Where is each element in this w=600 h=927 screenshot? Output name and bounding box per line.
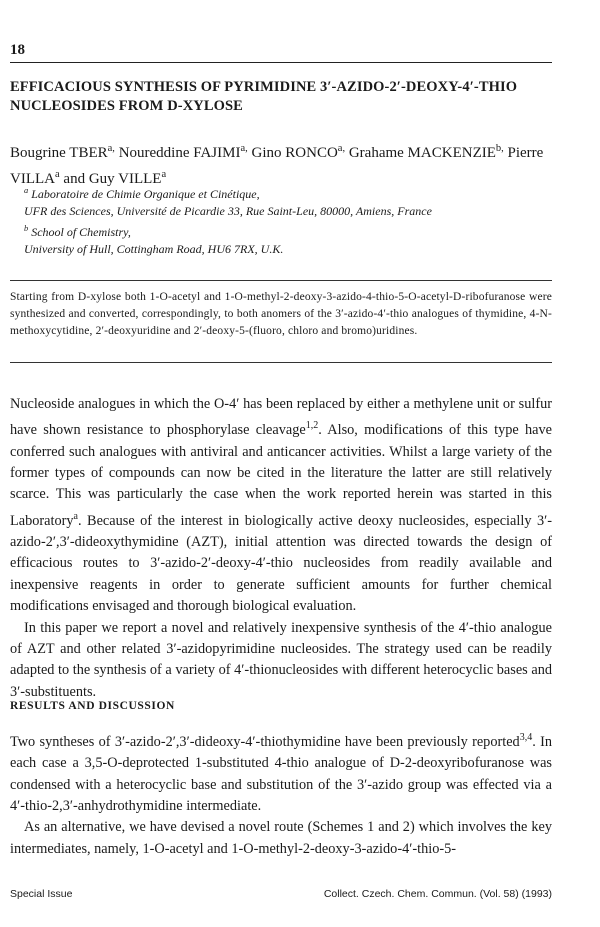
abstract-rule-top bbox=[10, 280, 552, 281]
footer-left: Special Issue bbox=[10, 888, 73, 900]
affiliation-b-line1: $^b$ School of Chemistry, bbox=[24, 224, 131, 239]
footer-right: Collect. Czech. Chem. Commun. (Vol. 58) (1993) bbox=[323, 888, 552, 900]
page-number: 18 bbox=[10, 42, 25, 58]
header-rule bbox=[10, 62, 552, 63]
introduction bbox=[10, 394, 552, 703]
affiliation-a-line1: $^a$ Laboratoire de Chimie Organique et Cinétique, bbox=[24, 186, 260, 201]
abstract: Starting from D-xylose both 1-O-acetyl and 1-O-methyl-2-deoxy-3-azido-4-thio-5-O-acetyl-D-ribofuranose were synthesized and converted, correspondingly, to both anomers of the 3′-azido-4′-thio analogues of thymidine, 4-N-methoxycytidine, 2′-deoxyuridine and 2′-deoxy-5-(fluoro, chloro and bromo)uridines. bbox=[10, 291, 552, 337]
section-heading: RESULTS AND DISCUSSION bbox=[10, 700, 175, 712]
affiliations bbox=[24, 182, 552, 258]
intro-paragraph-1: Nucleoside analogues in which the O-4′ has been replaced by either a methylene unit or sulfur have shown resistance to phosphorylase cleavage$^{1,2}$. Also, modifications of this type have conferred such analogues with antiviral and anticancer activities. Whilst a large variety of the former types of compounds can now be cited in the literature the latter are still relatively scarce. This was particularly the case when the work reported herein was started in this Laboratory$^a$. Because of the interest in biologically active deoxy nucleosides, especially 3′-azido-2′,3′-dideoxythymidine (AZT), initial attention was directed towards the design of efficacious routes to 3′-azido-2′-deoxy-4′-thio nucleosides from readily available and inexpensive reagents in order to generate sufficient amounts for further chemical modifications envisaged and thorough biological evaluation. bbox=[10, 396, 552, 615]
results-section bbox=[10, 727, 552, 860]
author-list: Bougrine $TBER^{a,}$ Noureddine $FAJIMI^{a,}$ Gino $RONCO^{a,}$ Grahame $MACKENZIE^{b,}$ Pierre VILLA$^a$ and Guy VILLE$^a$ bbox=[10, 143, 544, 187]
affiliation-a-line2: UFR des Sciences, Université de Picardie 33, Rue Saint-Leu, 80000, Amiens, France bbox=[24, 204, 432, 218]
results-paragraph-1: Two syntheses of 3′-azido-2′,3′-dideoxy-4′-thiothymidine have been previously reported$^{3,4}$. In each case a 3,5-O-deprotected 1-substituted 4-thio analogue of D-2-deoxyribofuranose was condensed with a heterocyclic base and substitution of the 3′-azido group was effected via a 4′-thio-2,3′-anhydrothymidine intermediate. bbox=[10, 732, 553, 814]
affiliation-b-line2: University of Hull, Cottingham Road, HU6 7RX, U.K. bbox=[24, 242, 284, 256]
article-title: EFFICACIOUS SYNTHESIS OF PYRIMIDINE 3′-AZIDO-2′-DEOXY-4′-THIO NUCLEOSIDES FROM D-XYLOSE bbox=[10, 79, 518, 114]
intro-paragraph-2: In this paper we report a novel and relatively inexpensive synthesis of the 4′-thio analogue of AZT and other related 3′-azidopyrimidine nucleosides. The strategy used can be readily adapted to the synthesis of a variety of 4′-thionucleosides with different heterocyclic bases and 3′-substituents. bbox=[10, 619, 552, 700]
results-paragraph-2: As an alternative, we have devised a novel route (Schemes 1 and 2) which involves the key intermediates, namely, 1-O-acetyl and 1-O-methyl-2-deoxy-3-azido-4′-thio-5- bbox=[10, 819, 552, 857]
abstract-rule-bottom bbox=[10, 362, 552, 363]
